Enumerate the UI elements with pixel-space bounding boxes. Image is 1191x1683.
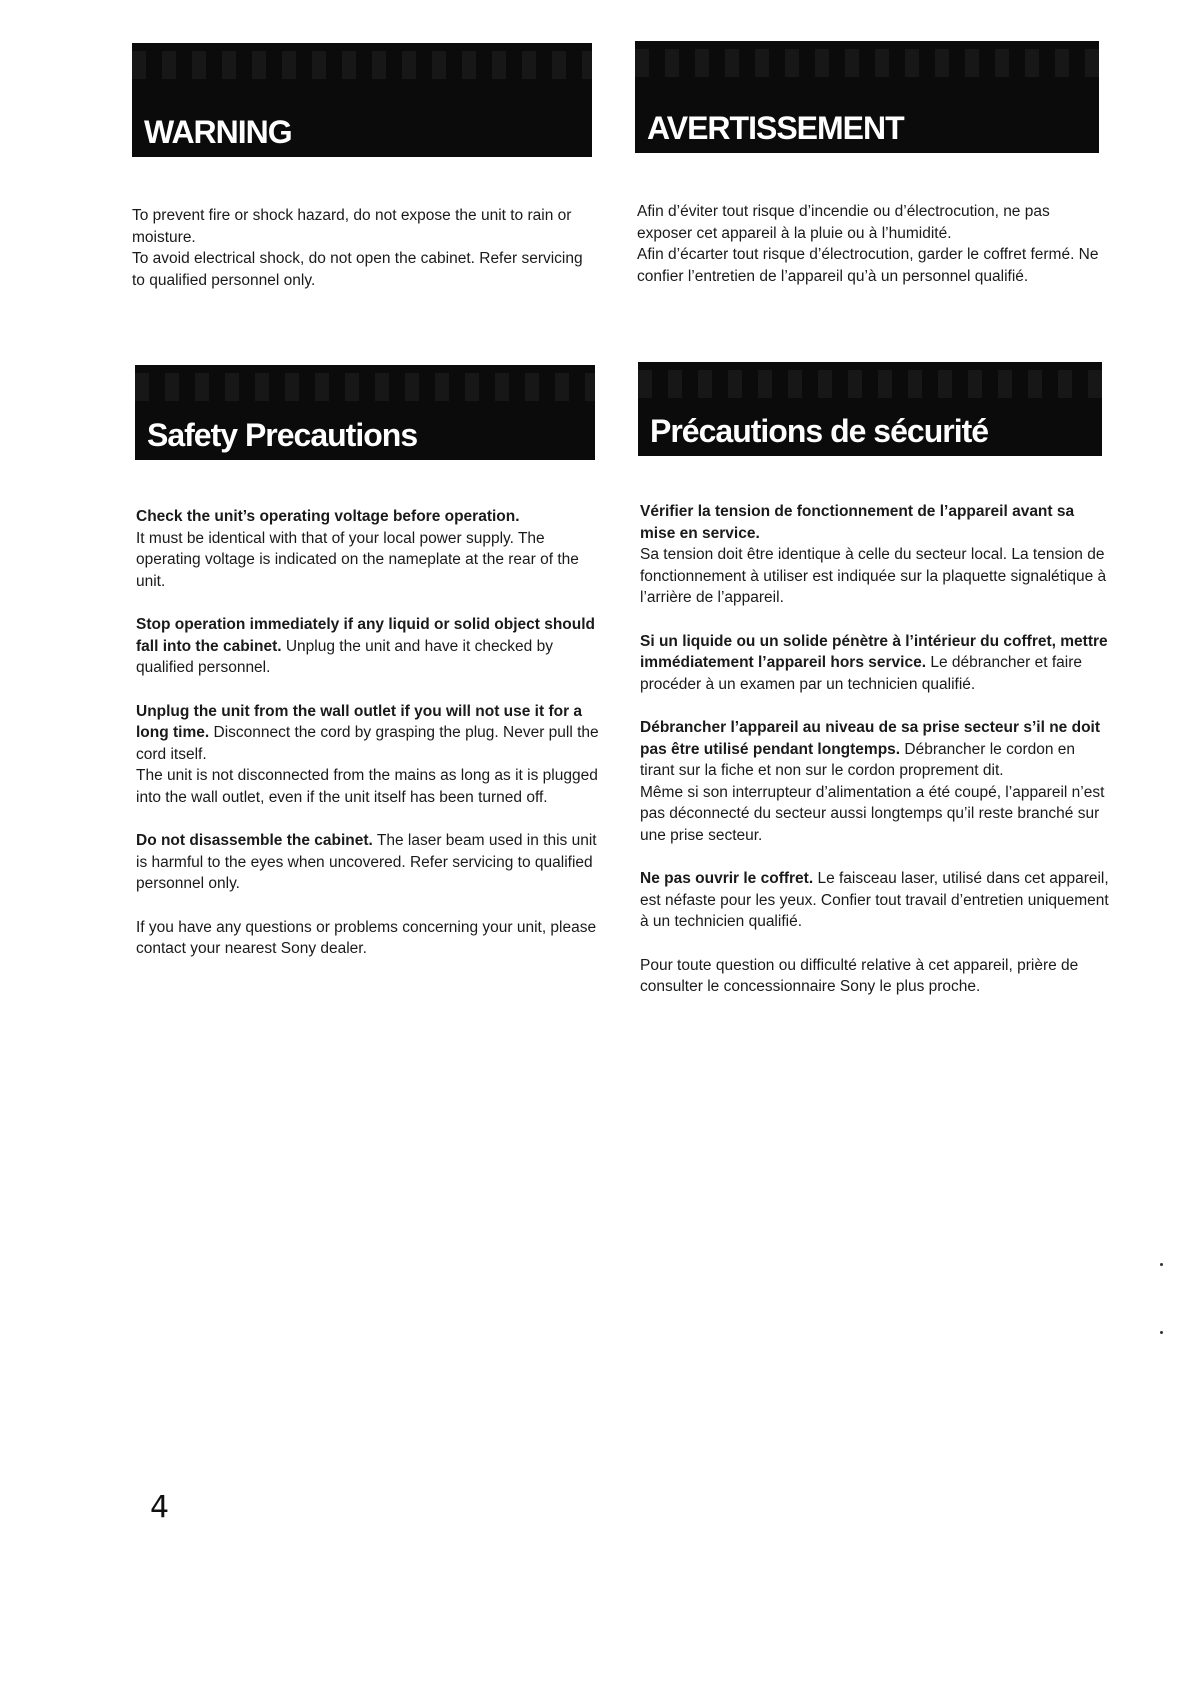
safety-precautions-banner (135, 365, 595, 460)
safety-en-item-1 (136, 506, 606, 592)
safety-en-contact: If you have any questions or problems concerning your unit, please contact your nearest Sony dealer. (136, 918, 597, 957)
safety-fr-item-4-heading: Ne pas ouvrir le coffret. (640, 870, 814, 887)
safety-en-item-1-heading: Check the unit’s operating voltage before operation. (136, 508, 520, 525)
warning-fr-paragraph-1: Afin d’éviter tout risque d’incendie ou d’électrocution, ne pas exposer cet appareil à la pluie ou à l’humidité. (637, 203, 1050, 242)
safety-en-item-2-body: Unplug the unit and have it checked by qualified personnel. (136, 637, 553, 676)
precautions-securite-title: Précautions de sécurité (650, 413, 989, 449)
safety-fr-item-1 (640, 501, 1110, 609)
safety-fr-contact: Pour toute question ou difficulté relative à cet appareil, prière de consulter le concessionnaire Sony le plus proche. (640, 956, 1079, 995)
safety-en-item-3-body-2: The unit is not disconnected from the mains as long as it is plugged into the wall outlet, even if the unit itself has been turned off. (136, 767, 598, 806)
warning-text-fr (637, 201, 1107, 287)
safety-fr-item-1-heading: Vérifier la tension de fonctionnement de l’appareil avant sa mise en service. (640, 503, 1075, 542)
page-number: 4 (150, 1490, 170, 1525)
safety-fr-item-3-heading: Débrancher l’appareil au niveau de sa prise secteur s’il ne doit pas être utilisé pendant longtemps. (640, 719, 1101, 758)
safety-en-item-3 (136, 701, 606, 809)
safety-text-en (136, 506, 606, 960)
avertissement-banner (635, 41, 1099, 153)
scan-speck (1160, 1331, 1163, 1334)
safety-fr-item-3-body-2: Même si son interrupteur d’alimentation a été coupé, l’appareil n’est pas déconnecté du secteur aussi longtemps qu’il reste branché sur une prise secteur. (640, 783, 1105, 844)
warning-en-paragraph-1: To prevent fire or shock hazard, do not expose the unit to rain or moisture. (132, 207, 572, 246)
precautions-securite-banner (638, 362, 1102, 456)
warning-banner (132, 43, 592, 157)
warning-en-paragraph-2: To avoid electrical shock, do not open the cabinet. Refer servicing to qualified personnel only. (132, 250, 583, 289)
safety-fr-item-2-heading: Si un liquide ou un solide pénètre à l’intérieur du coffret, mettre immédiatement l’appareil hors service. (640, 632, 1108, 671)
safety-en-item-2-heading: Stop operation immediately if any liquid or solid object should fall into the cabinet. (136, 616, 596, 655)
safety-en-item-4-heading: Do not disassemble the cabinet. (136, 832, 373, 849)
warning-title: WARNING (144, 114, 292, 150)
safety-fr-item-4-body: Le faisceau laser, utilisé dans cet appareil, est néfaste pour les yeux. Confier tout travail d’entretien uniquement à un technicien qualifié. (640, 870, 1109, 930)
safety-en-item-1-body: It must be identical with that of your local power supply. The operating voltage is indicated on the nameplate at the rear of the unit. (136, 529, 579, 590)
safety-en-item-4-body: The laser beam used in this unit is harmful to the eyes when uncovered. Refer servicing to qualified personnel only. (136, 832, 597, 892)
safety-en-item-2 (136, 614, 606, 679)
safety-precautions-title: Safety Precautions (147, 417, 418, 453)
warning-fr-paragraph-2: Afin d’écarter tout risque d’électrocution, garder le coffret fermé. Ne confier l’entretien de l’appareil qu’à un personnel qualifié. (637, 246, 1099, 285)
safety-fr-item-2 (640, 631, 1110, 696)
safety-fr-item-2-body: Le débrancher et faire procéder à un examen par un technicien qualifié. (640, 654, 1082, 693)
safety-text-fr (640, 501, 1110, 998)
safety-en-item-3-body: Disconnect the cord by grasping the plug. Never pull the cord itself. (136, 724, 599, 763)
avertissement-title: AVERTISSEMENT (647, 110, 904, 146)
safety-fr-item-3-body: Débrancher le cordon en tirant sur la fiche et non sur le cordon proprement dit. (640, 740, 1076, 779)
safety-en-item-4 (136, 830, 606, 895)
safety-fr-item-4 (640, 868, 1110, 933)
safety-fr-item-3 (640, 717, 1110, 846)
scan-speck (1160, 1263, 1163, 1266)
safety-en-item-3-heading: Unplug the unit from the wall outlet if you will not use it for a long time. (136, 702, 583, 741)
warning-text-en (132, 205, 592, 291)
safety-fr-item-1-body: Sa tension doit être identique à celle du secteur local. La tension de fonctionnement à utiliser est indiquée sur la plaquette signalétique à l’arrière de l’appareil. (640, 546, 1107, 606)
